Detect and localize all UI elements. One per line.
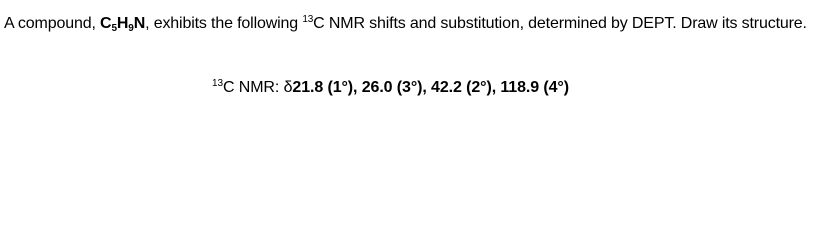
statement-intro: A compound, <box>4 15 101 32</box>
nmr-data-line <box>212 77 569 99</box>
problem-block <box>4 12 827 36</box>
nmr-isotope-superscript: 13 <box>212 78 223 89</box>
statement-middle: , exhibits the following <box>145 15 303 32</box>
nmr-shifts: 21.8 (1°), 26.0 (3°), 42.2 (2°), 118.9 (4°) <box>292 79 569 96</box>
problem-statement <box>4 12 827 36</box>
isotope-superscript: 13 <box>302 14 314 25</box>
formula-nitrogen: N <box>133 15 146 32</box>
formula-carbon-count: 5 <box>111 23 117 34</box>
formula-carbon: C <box>100 15 112 32</box>
molecular-formula <box>100 15 145 32</box>
formula-hydrogen: H <box>116 15 129 32</box>
formula-hydrogen-count: 9 <box>128 23 134 34</box>
delta-symbol: δ <box>283 79 293 96</box>
statement-end: C NMR shifts and substitution, determined by DEPT. Draw its structure. <box>313 15 807 32</box>
nmr-label: C NMR: <box>222 79 284 96</box>
